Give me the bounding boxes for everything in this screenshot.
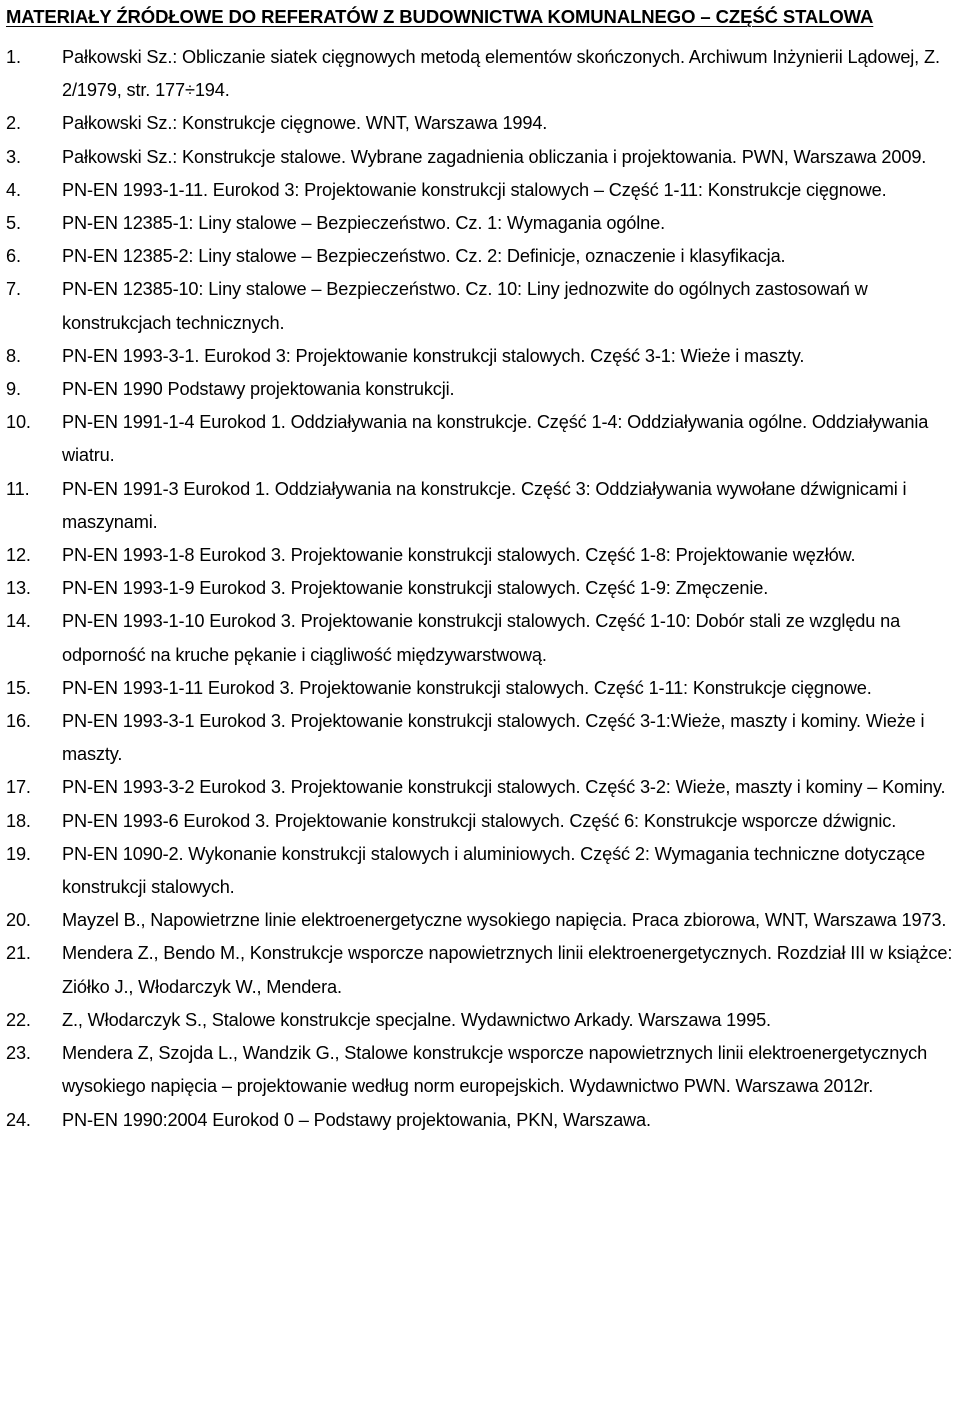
reference-number: 8. — [6, 345, 21, 366]
reference-number: 20. — [6, 910, 31, 931]
reference-text: PN-EN 1993-3-2 Eurokod 3. Projektowanie konstrukcji stalowych. Część 3-2: Wieże, maszty i kominy – Kominy. — [62, 777, 946, 798]
reference-number: 24. — [6, 1109, 31, 1130]
reference-text: Mendera Z, Szojda L., Wandzik G., Stalowe konstrukcje wsporcze napowietrznych linii elektroenergetycznych wysokiego napięcia – projektowanie według norm europejskich. Wydawnictwo PWN. Warszawa 2012r. — [62, 1043, 928, 1097]
list-item — [6, 539, 956, 572]
reference-number: 13. — [6, 578, 31, 599]
reference-text: Pałkowski Sz.: Konstrukcje cięgnowe. WNT, Warszawa 1994. — [62, 113, 548, 134]
reference-text: Pałkowski Sz.: Konstrukcje stalowe. Wybrane zagadnienia obliczania i projektowania. PWN, Warszawa 2009. — [62, 146, 927, 167]
list-item — [6, 838, 956, 904]
list-item — [6, 340, 956, 373]
reference-number: 1. — [6, 47, 21, 67]
reference-list — [6, 41, 956, 1137]
page-title: MATERIAŁY ŹRÓDŁOWE DO REFERATÓW Z BUDOWNICTWA KOMUNALNEGO – CZĘŚĆ STALOWA — [6, 6, 874, 27]
reference-number: 17. — [6, 777, 31, 798]
list-item — [6, 705, 956, 771]
reference-text: Mayzel B., Napowietrzne linie elektroenergetyczne wysokiego napięcia. Praca zbiorowa, WNT, Warszawa 1973. — [62, 910, 947, 931]
list-item — [6, 1104, 956, 1137]
reference-text: PN-EN 1993-1-11 Eurokod 3. Projektowanie konstrukcji stalowych. Część 1-11: Konstrukcje cięgnowe. — [62, 677, 872, 698]
reference-number: 16. — [6, 711, 31, 732]
list-item — [6, 805, 956, 838]
list-item — [6, 107, 956, 140]
list-item — [6, 141, 956, 174]
reference-text: PN-EN 1090-2. Wykonanie konstrukcji stalowych i aluminiowych. Część 2: Wymagania techniczne dotyczące konstrukcji stalowych. — [62, 843, 925, 898]
reference-number: 22. — [6, 1009, 31, 1030]
reference-text: PN-EN 1993-1-8 Eurokod 3. Projektowanie konstrukcji stalowych. Część 1-8: Projektowanie węzłów. — [62, 545, 856, 566]
reference-text: PN-EN 1993-3-1. Eurokod 3: Projektowanie konstrukcji stalowych. Część 3-1: Wieże i maszty. — [62, 345, 805, 366]
list-item — [6, 937, 956, 1003]
reference-number: 5. — [6, 213, 21, 234]
reference-number: 11. — [6, 478, 30, 499]
reference-text: PN-EN 1990:2004 Eurokod 0 – Podstawy projektowania, PKN, Warszawa. — [62, 1109, 651, 1130]
reference-text: PN-EN 1993-6 Eurokod 3. Projektowanie konstrukcji stalowych. Część 6: Konstrukcje wsporcze dźwignic. — [62, 810, 897, 831]
reference-number: 19. — [6, 843, 31, 864]
list-item — [6, 904, 956, 937]
reference-text: Mendera Z., Bendo M., Konstrukcje wsporcze napowietrznych linii elektroenergetycznych. Rozdział III w książce: Ziółko J., Włodarczyk W., Mendera. — [62, 943, 953, 997]
reference-number: 12. — [6, 545, 31, 566]
reference-text: Pałkowski Sz.: Obliczanie siatek cięgnowych metodą elementów skończonych. Archiwum Inżynierii Lądowej, Z. 2/1979, str. 177÷194. — [62, 47, 940, 101]
list-item — [6, 207, 956, 240]
reference-text: PN-EN 1993-1-11. Eurokod 3: Projektowanie konstrukcji stalowych – Część 1-11: Konstrukcje cięgnowe. — [62, 179, 887, 200]
reference-text: PN-EN 1993-3-1 Eurokod 3. Projektowanie konstrukcji stalowych. Część 3-1:Wieże, maszty i kominy. Wieże i maszty. — [62, 711, 925, 765]
reference-text: PN-EN 12385-2: Liny stalowe – Bezpieczeństwo. Cz. 2: Definicje, oznaczenie i klasyfikacja. — [62, 246, 786, 267]
list-item — [6, 572, 956, 605]
reference-number: 18. — [6, 810, 31, 831]
reference-number: 3. — [6, 146, 21, 167]
reference-number: 9. — [6, 379, 21, 400]
reference-text: PN-EN 1993-1-10 Eurokod 3. Projektowanie konstrukcji stalowych. Część 1-10: Dobór stali ze względu na odporność na kruche pękanie i ciągliwość międzywarstwową. — [62, 611, 901, 665]
reference-text: PN-EN 1993-1-9 Eurokod 3. Projektowanie konstrukcji stalowych. Część 1-9: Zmęczenie. — [62, 578, 769, 599]
list-item — [6, 373, 956, 406]
reference-number: 6. — [6, 246, 21, 267]
reference-number: 4. — [6, 179, 21, 200]
list-item — [6, 771, 956, 804]
list-item — [6, 473, 956, 539]
list-item — [6, 41, 956, 107]
list-item — [6, 273, 956, 339]
list-item — [6, 672, 956, 705]
list-item — [6, 605, 956, 671]
reference-text: PN-EN 12385-1: Liny stalowe – Bezpieczeństwo. Cz. 1: Wymagania ogólne. — [62, 213, 665, 234]
reference-text: PN-EN 1990 Podstawy projektowania konstrukcji. — [62, 379, 455, 400]
reference-number: 10. — [6, 412, 31, 433]
reference-number: 15. — [6, 677, 31, 698]
list-item — [6, 406, 956, 472]
reference-number: 21. — [6, 943, 31, 964]
list-item — [6, 240, 956, 273]
list-item — [6, 174, 956, 207]
reference-text: PN-EN 12385-10: Liny stalowe – Bezpieczeństwo. Cz. 10: Liny jednozwite do ogólnych zastosowań w konstrukcjach technicznych. — [62, 279, 868, 333]
reference-number: 23. — [6, 1043, 31, 1064]
reference-text: PN-EN 1991-1-4 Eurokod 1. Oddziaływania na konstrukcje. Część 1-4: Oddziaływania ogólne. Oddziaływania wiatru. — [62, 412, 929, 466]
reference-number: 14. — [6, 611, 31, 632]
reference-number: 7. — [6, 279, 21, 300]
reference-number: 2. — [6, 113, 21, 134]
reference-text: PN-EN 1991-3 Eurokod 1. Oddziaływania na konstrukcje. Część 3: Oddziaływania wywołane dźwignicami i maszynami. — [62, 478, 907, 532]
reference-text: Z., Włodarczyk S., Stalowe konstrukcje specjalne. Wydawnictwo Arkady. Warszawa 1995. — [62, 1009, 771, 1030]
list-item — [6, 1004, 956, 1037]
list-item — [6, 1037, 956, 1103]
